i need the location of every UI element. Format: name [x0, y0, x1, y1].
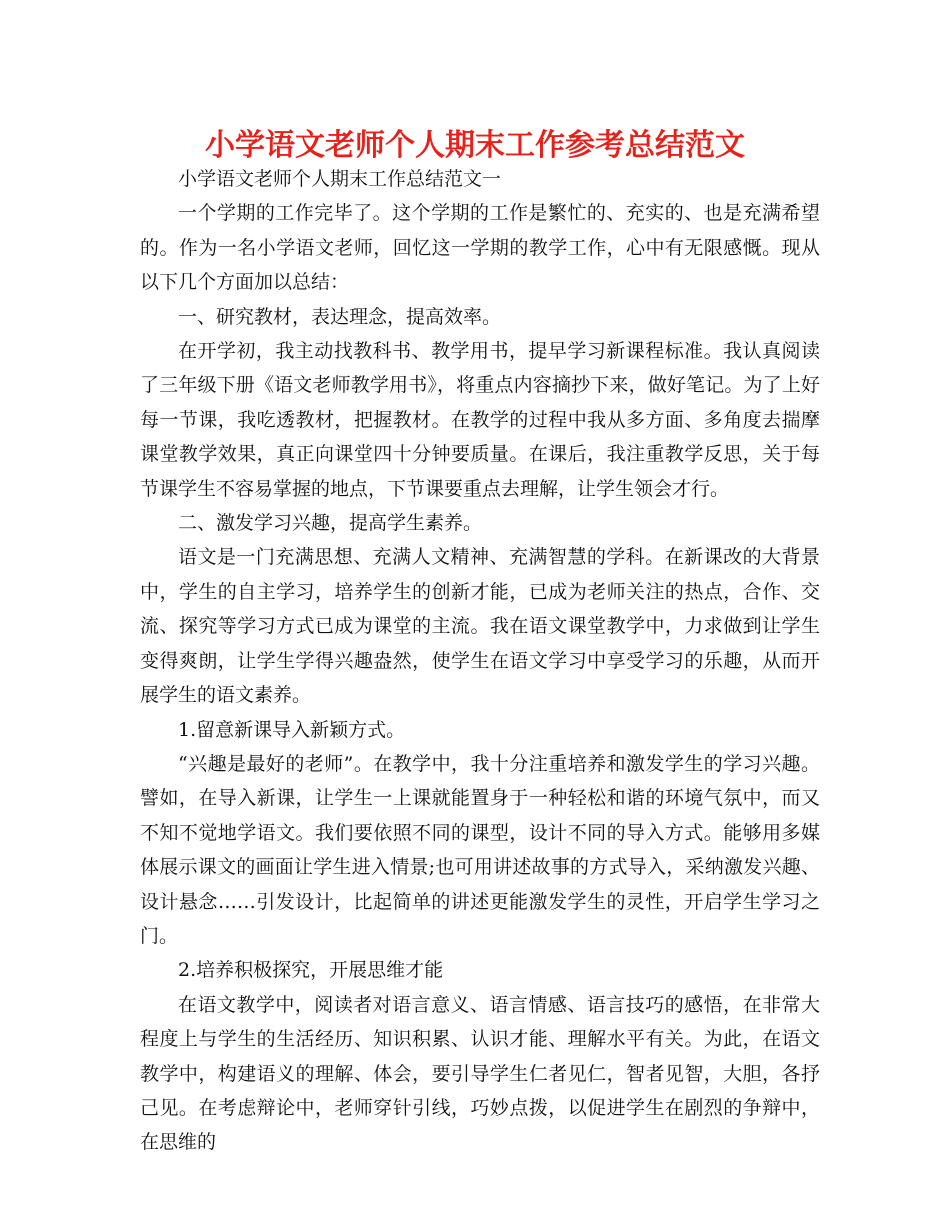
body-paragraph: “兴趣是最好的老师”。在教学中，我十分注重培养和激发学生的学习兴趣。譬如，在导入新课，让学生一上课就能置身于一种轻松和谐的环境气氛中，而又不知不觉地学语文。我们要依照不同的课型，设计不同的导入方式。能够用多媒体展示课文的画面让学生进入情景;也可用讲述故事的方式导入，采纳激发兴趣、设计悬念……引发设计，比起简单的讲述更能激发学生的灵性，开启学生学习之门。 — [140, 752, 820, 947]
body-paragraph: 在开学初，我主动找教科书、教学用书，提早学习新课程标准。我认真阅读了三年级下册《语文老师教学用书》，将重点内容摘抄下来，做好笔记。为了上好每一节课，我吃透教材，把握教材。在教学的过程中我从多方面、多角度去揣摩课堂教学效果，真正向课堂四十分钟要质量。在课后，我注重教学反思，关于每节课学生不容易掌握的地点，下节课要重点去理解，让学生领会才行。 — [140, 340, 820, 500]
intro-paragraph: 一个学期的工作完毕了。这个学期的工作是繁忙的、充实的、也是充满希望的。作为一名小学语文老师，回忆这一学期的教学工作，心中有无限感慨。现从以下几个方面加以总结： — [140, 202, 820, 294]
subsection-heading-1: 1.留意新课导入新颖方式。 — [178, 718, 406, 741]
document-body — [140, 162, 820, 1160]
subsection-heading-2: 2.培养积极探究，开展思维才能 — [178, 959, 444, 982]
body-paragraph: 在语文教学中，阅读者对语言意义、语言情感、语言技巧的感悟，在非常大程度上与学生的生活经历、知识积累、认识才能、理解水平有关。为此，在语文教学中，构建语义的理解、体会，要引导学生仁者见仁，智者见智，大胆，各抒己见。在考虑辩论中，老师穿针引线，巧妙点拨，以促进学生在剧烈的争辩中，在思维的 — [140, 993, 820, 1154]
section-heading-1: 一、研究教材，表达理念，提高效率。 — [178, 305, 502, 328]
body-paragraph: 语文是一门充满思想、充满人文精神、充满智慧的学科。在新课改的大背景中，学生的自主学习，培养学生的创新才能，已成为老师关注的热点，合作、交流、探究等学习方式已成为课堂的主流。我在语文课堂教学中，力求做到让学生变得爽朗，让学生学得兴趣盎然，使学生在语文学习中享受学习的乐趣，从而开展学生的语文素养。 — [140, 546, 820, 707]
section-heading-2: 二、激发学习兴趣，提高学生素养。 — [178, 512, 483, 535]
document-title: 小学语文老师个人期末工作参考总结范文 — [205, 128, 745, 163]
subtitle-paragraph: 小学语文老师个人期末工作总结范文一 — [178, 168, 502, 190]
